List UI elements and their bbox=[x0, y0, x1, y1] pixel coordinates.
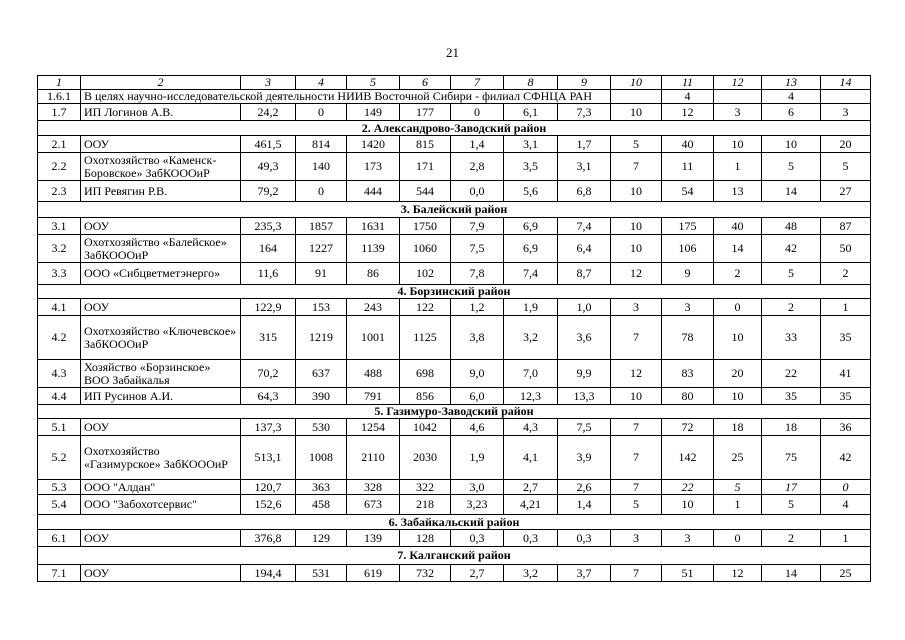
cell: 120,7 bbox=[241, 480, 296, 495]
cell: 1227 bbox=[296, 235, 347, 263]
cell: 530 bbox=[296, 419, 347, 436]
cell: 3 bbox=[662, 530, 714, 547]
cell: 5,6 bbox=[504, 181, 558, 202]
cell: 673 bbox=[347, 495, 400, 515]
cell: 10 bbox=[611, 181, 662, 202]
header-cell: 13 bbox=[762, 76, 821, 90]
cell: 194,4 bbox=[241, 565, 296, 582]
header-cell: 2 bbox=[81, 76, 241, 90]
cell: 70,2 bbox=[241, 360, 296, 388]
cell: 139 bbox=[347, 530, 400, 547]
table-row bbox=[38, 218, 871, 235]
cell: 1 bbox=[821, 299, 871, 316]
cell: 4,3 bbox=[504, 419, 558, 436]
cell: 315 bbox=[241, 316, 296, 360]
cell: 7 bbox=[611, 436, 662, 480]
cell: 12 bbox=[611, 263, 662, 285]
cell: 2,6 bbox=[558, 480, 611, 495]
cell: 79,2 bbox=[241, 181, 296, 202]
cell: 444 bbox=[347, 181, 400, 202]
cell: 48 bbox=[762, 218, 821, 235]
table-row bbox=[38, 153, 871, 181]
row-number: 2.3 bbox=[38, 181, 81, 202]
cell: 7,0 bbox=[504, 360, 558, 388]
cell: 9,0 bbox=[451, 360, 504, 388]
cell: 12,3 bbox=[504, 388, 558, 405]
table-row bbox=[38, 419, 871, 436]
cell: 11 bbox=[662, 153, 714, 181]
cell: 488 bbox=[347, 360, 400, 388]
header-cell: 9 bbox=[558, 76, 611, 90]
cell: 14 bbox=[762, 565, 821, 582]
row-name: Охотхозяйство «Газимурское» ЗабКОООиР bbox=[81, 436, 241, 480]
table-row bbox=[38, 136, 871, 153]
cell: 10 bbox=[611, 104, 662, 121]
cell: 1254 bbox=[347, 419, 400, 436]
row-number: 5.4 bbox=[38, 495, 81, 515]
cell: 3,0 bbox=[451, 480, 504, 495]
cell: 1001 bbox=[347, 316, 400, 360]
cell: 5 bbox=[714, 480, 762, 495]
header-cell: 14 bbox=[821, 76, 871, 90]
cell: 0 bbox=[296, 181, 347, 202]
cell: 3 bbox=[662, 299, 714, 316]
row-name: Охотхозяйство «Ключевское» ЗабКОООиР bbox=[81, 316, 241, 360]
cell: 1,9 bbox=[451, 436, 504, 480]
table-row bbox=[38, 565, 871, 582]
cell: 22 bbox=[762, 360, 821, 388]
page-number: 21 bbox=[446, 45, 459, 60]
cell: 10 bbox=[714, 316, 762, 360]
cell: 8,7 bbox=[558, 263, 611, 285]
cell: 10 bbox=[611, 218, 662, 235]
header-cell: 7 bbox=[451, 76, 504, 90]
cell: 164 bbox=[241, 235, 296, 263]
section-row bbox=[38, 405, 871, 419]
cell: 7,5 bbox=[451, 235, 504, 263]
cell: 18 bbox=[714, 419, 762, 436]
cell: 41 bbox=[821, 360, 871, 388]
cell: 544 bbox=[400, 181, 451, 202]
cell: 1 bbox=[821, 530, 871, 547]
cell: 129 bbox=[296, 530, 347, 547]
cell: 7,5 bbox=[558, 419, 611, 436]
section-row bbox=[38, 285, 871, 299]
row-number: 5.3 bbox=[38, 480, 81, 495]
table-row bbox=[38, 360, 871, 388]
row-number: 3.2 bbox=[38, 235, 81, 263]
cell: 6 bbox=[762, 104, 821, 121]
cell: 149 bbox=[347, 104, 400, 121]
cell: 25 bbox=[714, 436, 762, 480]
cell: 40 bbox=[662, 136, 714, 153]
cell: 122,9 bbox=[241, 299, 296, 316]
cell: 3 bbox=[714, 104, 762, 121]
cell: 22 bbox=[662, 480, 714, 495]
cell: 140 bbox=[296, 153, 347, 181]
cell: 1,2 bbox=[451, 299, 504, 316]
table-row bbox=[38, 388, 871, 405]
cell: 27 bbox=[821, 181, 871, 202]
header-cell: 12 bbox=[714, 76, 762, 90]
data-table bbox=[37, 75, 871, 582]
cell: 1,7 bbox=[558, 136, 611, 153]
cell: 698 bbox=[400, 360, 451, 388]
cell: 1857 bbox=[296, 218, 347, 235]
cell: 2 bbox=[821, 263, 871, 285]
cell: 18 bbox=[762, 419, 821, 436]
cell: 12 bbox=[662, 104, 714, 121]
cell: 10 bbox=[714, 136, 762, 153]
cell: 25 bbox=[821, 565, 871, 582]
cell: 322 bbox=[400, 480, 451, 495]
cell: 14 bbox=[714, 235, 762, 263]
row-number: 6.1 bbox=[38, 530, 81, 547]
table-row bbox=[38, 104, 871, 121]
cell: 2 bbox=[762, 299, 821, 316]
cell: 7,8 bbox=[451, 263, 504, 285]
cell: 78 bbox=[662, 316, 714, 360]
section-title: 6. Забайкальский район bbox=[38, 515, 871, 530]
cell: 153 bbox=[296, 299, 347, 316]
cell: 91 bbox=[296, 263, 347, 285]
cell: 3,6 bbox=[558, 316, 611, 360]
row-number: 5.1 bbox=[38, 419, 81, 436]
cell: 12 bbox=[611, 360, 662, 388]
row-name: Охотхозяйство «Балейское» ЗабКОООиР bbox=[81, 235, 241, 263]
row-name: ООУ bbox=[81, 419, 241, 436]
cell: 173 bbox=[347, 153, 400, 181]
cell: 7,4 bbox=[504, 263, 558, 285]
section-row bbox=[38, 202, 871, 218]
cell: 1420 bbox=[347, 136, 400, 153]
cell: 10 bbox=[611, 388, 662, 405]
cell: 7 bbox=[611, 480, 662, 495]
cell: 35 bbox=[821, 316, 871, 360]
row-number: 5.2 bbox=[38, 436, 81, 480]
cell bbox=[821, 90, 871, 104]
header-cell: 5 bbox=[347, 76, 400, 90]
header-cell: 4 bbox=[296, 76, 347, 90]
cell: 1125 bbox=[400, 316, 451, 360]
cell: 152,6 bbox=[241, 495, 296, 515]
cell: 531 bbox=[296, 565, 347, 582]
cell: 1139 bbox=[347, 235, 400, 263]
cell: 102 bbox=[400, 263, 451, 285]
cell: 75 bbox=[762, 436, 821, 480]
row-name: Хозяйство «Борзинское» ВОО Забайкалья bbox=[81, 360, 241, 388]
cell: 5 bbox=[611, 495, 662, 515]
cell: 0 bbox=[451, 104, 504, 121]
table-row bbox=[38, 299, 871, 316]
cell: 5 bbox=[762, 263, 821, 285]
cell: 0 bbox=[821, 480, 871, 495]
cell: 7 bbox=[611, 153, 662, 181]
header-cell: 8 bbox=[504, 76, 558, 90]
cell: 4 bbox=[662, 90, 714, 104]
cell: 218 bbox=[400, 495, 451, 515]
cell: 10 bbox=[714, 388, 762, 405]
cell bbox=[714, 90, 762, 104]
row-number: 4.3 bbox=[38, 360, 81, 388]
row-name: ООУ bbox=[81, 530, 241, 547]
cell bbox=[611, 90, 662, 104]
cell: 83 bbox=[662, 360, 714, 388]
row-number: 4.1 bbox=[38, 299, 81, 316]
cell: 3,5 bbox=[504, 153, 558, 181]
cell: 6,9 bbox=[504, 235, 558, 263]
cell: 7,9 bbox=[451, 218, 504, 235]
cell: 42 bbox=[821, 436, 871, 480]
cell: 2,7 bbox=[451, 565, 504, 582]
cell: 1 bbox=[714, 153, 762, 181]
cell: 9,9 bbox=[558, 360, 611, 388]
cell: 5 bbox=[821, 153, 871, 181]
row-number: 7.1 bbox=[38, 565, 81, 582]
cell: 1,0 bbox=[558, 299, 611, 316]
table-row bbox=[38, 181, 871, 202]
cell: 4,6 bbox=[451, 419, 504, 436]
table-row bbox=[38, 235, 871, 263]
cell: 3,8 bbox=[451, 316, 504, 360]
cell: 5 bbox=[762, 153, 821, 181]
cell: 3,2 bbox=[504, 316, 558, 360]
cell: 10 bbox=[762, 136, 821, 153]
cell: 6,9 bbox=[504, 218, 558, 235]
cell: 4,21 bbox=[504, 495, 558, 515]
cell: 0,3 bbox=[451, 530, 504, 547]
cell: 1 bbox=[714, 495, 762, 515]
cell: 1008 bbox=[296, 436, 347, 480]
section-title: 4. Борзинский район bbox=[38, 285, 871, 299]
row-number: 1.7 bbox=[38, 104, 81, 121]
cell: 6,4 bbox=[558, 235, 611, 263]
row-number: 4.4 bbox=[38, 388, 81, 405]
cell: 7,3 bbox=[558, 104, 611, 121]
row-note: В целях научно-исследовательской деятельности НИИВ Восточной Сибири - филиал СФНЦА РАН bbox=[81, 90, 611, 104]
cell: 3,1 bbox=[558, 153, 611, 181]
cell: 12 bbox=[714, 565, 762, 582]
cell: 0,0 bbox=[451, 181, 504, 202]
cell: 175 bbox=[662, 218, 714, 235]
cell: 6,1 bbox=[504, 104, 558, 121]
cell: 235,3 bbox=[241, 218, 296, 235]
cell: 142 bbox=[662, 436, 714, 480]
section-title: 7. Калганский район bbox=[38, 547, 871, 565]
row-name: ООО «Сибцветметэнерго» bbox=[81, 263, 241, 285]
cell: 856 bbox=[400, 388, 451, 405]
row-name: ООО "Алдан" bbox=[81, 480, 241, 495]
cell: 815 bbox=[400, 136, 451, 153]
row-name: ООО "Забохотсервис" bbox=[81, 495, 241, 515]
cell: 3 bbox=[821, 104, 871, 121]
cell: 3 bbox=[611, 299, 662, 316]
cell: 64,3 bbox=[241, 388, 296, 405]
section-title: 5. Газимуро-Заводский район bbox=[38, 405, 871, 419]
header-cell: 6 bbox=[400, 76, 451, 90]
cell: 814 bbox=[296, 136, 347, 153]
cell: 3,7 bbox=[558, 565, 611, 582]
cell: 40 bbox=[714, 218, 762, 235]
cell: 619 bbox=[347, 565, 400, 582]
table-row bbox=[38, 263, 871, 285]
cell: 1750 bbox=[400, 218, 451, 235]
cell: 376,8 bbox=[241, 530, 296, 547]
cell: 363 bbox=[296, 480, 347, 495]
cell: 14 bbox=[762, 181, 821, 202]
cell: 33 bbox=[762, 316, 821, 360]
cell: 7 bbox=[611, 565, 662, 582]
cell: 51 bbox=[662, 565, 714, 582]
section-title: 2. Александрово-Заводский район bbox=[38, 121, 871, 136]
cell: 4,1 bbox=[504, 436, 558, 480]
cell: 3,1 bbox=[504, 136, 558, 153]
cell: 72 bbox=[662, 419, 714, 436]
cell: 1,4 bbox=[451, 136, 504, 153]
cell: 2030 bbox=[400, 436, 451, 480]
cell: 2 bbox=[762, 530, 821, 547]
cell: 9 bbox=[662, 263, 714, 285]
table-row bbox=[38, 90, 871, 104]
cell: 791 bbox=[347, 388, 400, 405]
cell: 1,9 bbox=[504, 299, 558, 316]
section-title: 3. Балейский район bbox=[38, 202, 871, 218]
cell: 1219 bbox=[296, 316, 347, 360]
row-name: ООУ bbox=[81, 565, 241, 582]
cell: 6,8 bbox=[558, 181, 611, 202]
cell: 86 bbox=[347, 263, 400, 285]
cell: 1631 bbox=[347, 218, 400, 235]
row-name: ИП Русинов А.И. bbox=[81, 388, 241, 405]
cell: 1060 bbox=[400, 235, 451, 263]
cell: 13,3 bbox=[558, 388, 611, 405]
cell: 0 bbox=[714, 299, 762, 316]
cell: 2,7 bbox=[504, 480, 558, 495]
row-number: 2.2 bbox=[38, 153, 81, 181]
cell: 513,1 bbox=[241, 436, 296, 480]
cell: 49,3 bbox=[241, 153, 296, 181]
cell: 0,3 bbox=[504, 530, 558, 547]
header-cell: 11 bbox=[662, 76, 714, 90]
cell: 732 bbox=[400, 565, 451, 582]
cell: 328 bbox=[347, 480, 400, 495]
cell: 42 bbox=[762, 235, 821, 263]
cell: 10 bbox=[611, 235, 662, 263]
row-number: 3.1 bbox=[38, 218, 81, 235]
table-row bbox=[38, 480, 871, 495]
cell: 106 bbox=[662, 235, 714, 263]
cell: 1,4 bbox=[558, 495, 611, 515]
cell: 0 bbox=[296, 104, 347, 121]
section-row bbox=[38, 547, 871, 565]
row-name: ООУ bbox=[81, 218, 241, 235]
row-number: 2.1 bbox=[38, 136, 81, 153]
cell: 5 bbox=[762, 495, 821, 515]
cell: 36 bbox=[821, 419, 871, 436]
cell: 5 bbox=[611, 136, 662, 153]
header-cell: 10 bbox=[611, 76, 662, 90]
section-row bbox=[38, 121, 871, 136]
row-name: ИП Ревягин Р.В. bbox=[81, 181, 241, 202]
cell: 243 bbox=[347, 299, 400, 316]
cell: 3,23 bbox=[451, 495, 504, 515]
cell: 13 bbox=[714, 181, 762, 202]
cell: 122 bbox=[400, 299, 451, 316]
cell: 461,5 bbox=[241, 136, 296, 153]
cell: 0 bbox=[714, 530, 762, 547]
table-row bbox=[38, 316, 871, 360]
header-cell: 3 bbox=[241, 76, 296, 90]
cell: 390 bbox=[296, 388, 347, 405]
cell: 7 bbox=[611, 419, 662, 436]
cell: 35 bbox=[821, 388, 871, 405]
cell: 20 bbox=[714, 360, 762, 388]
table-row bbox=[38, 436, 871, 480]
cell: 3,9 bbox=[558, 436, 611, 480]
header-cell: 1 bbox=[38, 76, 81, 90]
cell: 50 bbox=[821, 235, 871, 263]
cell: 3 bbox=[611, 530, 662, 547]
cell: 6,0 bbox=[451, 388, 504, 405]
cell: 171 bbox=[400, 153, 451, 181]
cell: 2,8 bbox=[451, 153, 504, 181]
cell: 637 bbox=[296, 360, 347, 388]
row-number: 1.6.1 bbox=[38, 90, 81, 104]
cell: 128 bbox=[400, 530, 451, 547]
cell: 177 bbox=[400, 104, 451, 121]
cell: 7 bbox=[611, 316, 662, 360]
cell: 2110 bbox=[347, 436, 400, 480]
table-row bbox=[38, 530, 871, 547]
cell: 87 bbox=[821, 218, 871, 235]
cell: 3,2 bbox=[504, 565, 558, 582]
header-row bbox=[38, 76, 871, 90]
cell: 24,2 bbox=[241, 104, 296, 121]
cell: 137,3 bbox=[241, 419, 296, 436]
cell: 458 bbox=[296, 495, 347, 515]
cell: 20 bbox=[821, 136, 871, 153]
cell: 11,6 bbox=[241, 263, 296, 285]
row-number: 3.3 bbox=[38, 263, 81, 285]
row-name: Охотхозяйство «Каменск-Боровское» ЗабКОООиР bbox=[81, 153, 241, 181]
cell: 17 bbox=[762, 480, 821, 495]
row-name: ООУ bbox=[81, 136, 241, 153]
row-number: 4.2 bbox=[38, 316, 81, 360]
cell: 0,3 bbox=[558, 530, 611, 547]
cell: 7,4 bbox=[558, 218, 611, 235]
cell: 1042 bbox=[400, 419, 451, 436]
cell: 2 bbox=[714, 263, 762, 285]
row-name: ООУ bbox=[81, 299, 241, 316]
row-name: ИП Логинов А.В. bbox=[81, 104, 241, 121]
cell: 35 bbox=[762, 388, 821, 405]
section-row bbox=[38, 515, 871, 530]
cell: 4 bbox=[821, 495, 871, 515]
cell: 10 bbox=[662, 495, 714, 515]
cell: 54 bbox=[662, 181, 714, 202]
table-row bbox=[38, 495, 871, 515]
cell: 4 bbox=[762, 90, 821, 104]
cell: 80 bbox=[662, 388, 714, 405]
